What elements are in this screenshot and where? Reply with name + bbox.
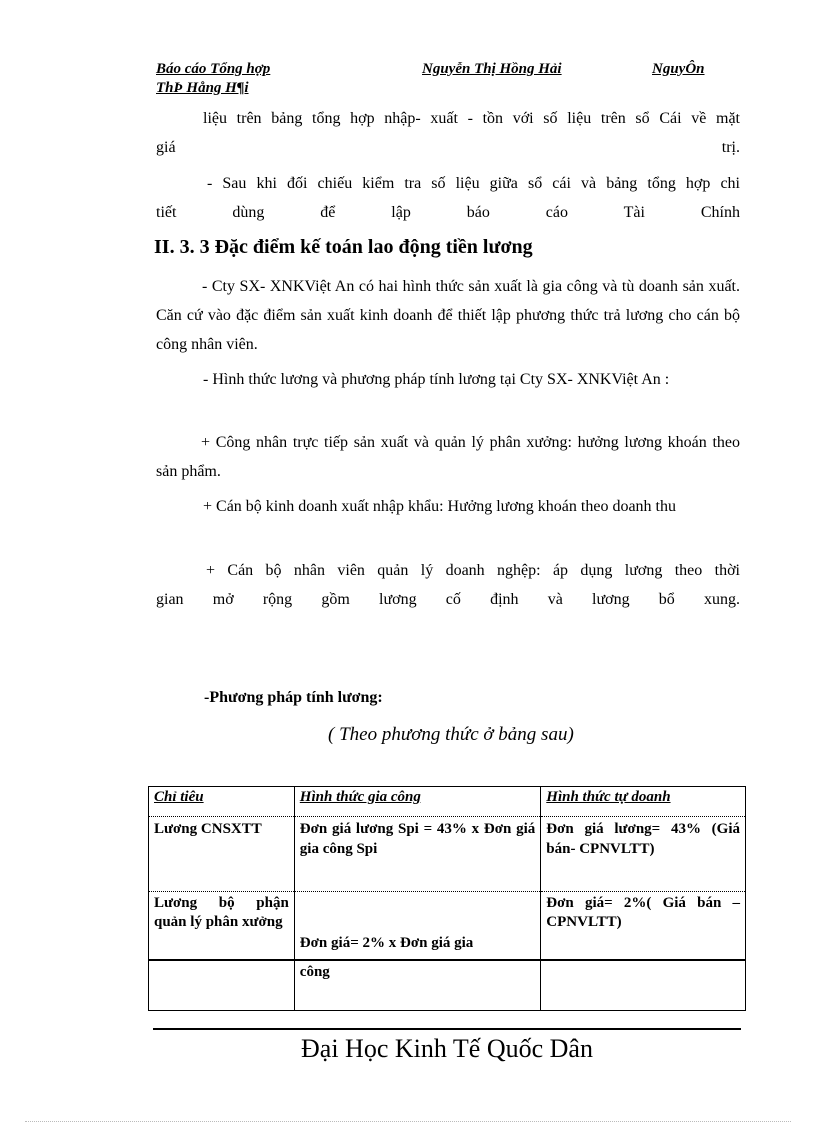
page-bottom-border <box>25 1121 791 1122</box>
table-cell: Đơn giá lương= 43% (Giá bán- CPNVLTT) <box>541 817 746 892</box>
table-cell: Đơn giá lương Spi = 43% x Đơn giá gia công Spi <box>294 817 540 892</box>
paragraph-7 <box>156 556 740 614</box>
table-row <box>149 892 746 961</box>
table-cell <box>541 960 746 1011</box>
header-line2: ThÞ Hång H¶i <box>156 80 249 96</box>
table-header-cell: Hình thức gia công <box>294 787 540 817</box>
salary-method-table <box>148 786 746 1011</box>
footer-divider <box>153 1028 741 1030</box>
paragraph-7-line1: + Cán bộ nhân viên quản lý doanh nghệp: áp dụng lương theo thời <box>206 562 740 579</box>
table-cell: công <box>294 960 540 1011</box>
table-header-cell: Chỉ tiêu <box>149 787 295 817</box>
table-header-row <box>149 787 746 817</box>
paragraph-7-line2: gian mở rộng gồm lương cố định và lương bổ xung. <box>156 591 740 608</box>
paragraph-2-line2: tiết dùng để lập báo cáo Tài Chính <box>156 204 740 221</box>
paragraph-3: - Cty SX- XNKViệt An có hai hình thức sản xuất là gia công và tù doanh sản xuất. Căn cứ vào đặc điểm sản xuất kinh doanh để thiết lập phương thức trả lương cho cán bộ công nhân viên. <box>156 278 740 353</box>
header-author: Nguyễn Thị Hồng Hải <box>422 61 562 77</box>
paragraph-1-line2: giá trị. <box>156 139 740 156</box>
method-label: -Phương pháp tính lương: <box>204 689 383 706</box>
table-row <box>149 960 746 1011</box>
table-row <box>149 817 746 892</box>
page-header <box>156 60 736 98</box>
table-subtitle: ( Theo phương thức ở bảng sau) <box>328 724 574 745</box>
table-cell: Đơn giá= 2% x Đơn giá gia <box>294 892 540 961</box>
table-cell: Lương bộ phận quản lý phân xưởng <box>149 892 295 961</box>
table-header-cell: Hình thức tự doanh <box>541 787 746 817</box>
section-heading: II. 3. 3 Đặc điểm kế toán lao động tiền lương <box>154 236 533 258</box>
header-report-title: Báo cáo Tổng hợp <box>156 61 271 77</box>
paragraph-2-line1: - Sau khi đối chiếu kiểm tra số liệu giữa sổ cái và bảng tổng hợp chi <box>207 175 740 192</box>
footer-university: Đại Học Kinh Tế Quốc Dân <box>301 1034 593 1063</box>
header-author-garbled: NguyÔn <box>652 61 705 77</box>
table-cell: Đơn giá= 2%( Giá bán – CPNVLTT) <box>541 892 746 961</box>
table-cell <box>149 960 295 1011</box>
paragraph-1-line1: liệu trên bảng tổng hợp nhập- xuất - tồn với số liệu trên sổ Cái về mặt <box>203 110 740 127</box>
paragraph-2 <box>156 169 740 227</box>
paragraph-1 <box>156 104 740 162</box>
paragraph-4: - Hình thức lương và phương pháp tính lương tại Cty SX- XNKViệt An : <box>203 371 670 388</box>
paragraph-5: + Công nhân trực tiếp sản xuất và quản lý phân xưởng: hưởng lương khoán theo sản phẩm. <box>156 434 740 480</box>
table-cell: Lương CNSXTT <box>149 817 295 892</box>
paragraph-6: + Cán bộ kinh doanh xuất nhập khẩu: Hưởng lương khoán theo doanh thu <box>203 498 676 515</box>
